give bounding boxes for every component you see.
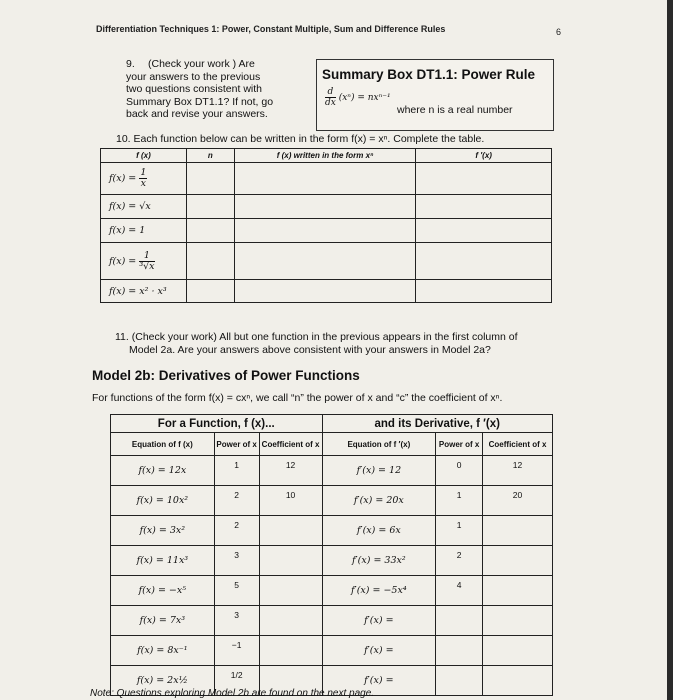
answer-cell-derivative[interactable] (416, 163, 552, 195)
column-header: Coefficient of x (483, 433, 553, 456)
derivative-equation: f′(x) = 20x (322, 486, 436, 516)
question-9-line: (Check your work ) Are (148, 58, 255, 70)
answer-cell-derivative[interactable] (416, 243, 552, 280)
table-row (111, 576, 553, 606)
question-11 (115, 331, 535, 356)
table-header-row (101, 149, 552, 163)
column-header: n (186, 149, 234, 163)
formula-denominator: dx (325, 98, 336, 108)
power-of-x: 5 (214, 576, 259, 606)
function-cell: f(x) = 1 (101, 219, 187, 243)
function-equation: f(x) = −x⁵ (111, 576, 215, 606)
band-derivative: and its Derivative, f ′(x) (322, 415, 552, 433)
answer-cell-n[interactable] (186, 280, 234, 303)
answer-cell-power-form[interactable] (234, 219, 416, 243)
formula-numerator: d (325, 87, 336, 98)
summary-box (316, 59, 554, 131)
derivative-power: 0 (436, 456, 483, 486)
answer-cell-power-form[interactable] (234, 280, 416, 303)
derivative-coefficient[interactable] (483, 516, 553, 546)
question-9-line: your answers to the previous (126, 70, 261, 83)
function-equation: f(x) = 2x½ (111, 666, 215, 696)
column-header: Equation of f (x) (111, 433, 215, 456)
question-9 (126, 58, 306, 121)
derivative-coefficient: 12 (483, 456, 553, 486)
column-header: Power of x (214, 433, 259, 456)
question-9-line: two questions consistent with (126, 83, 262, 95)
summary-box-note: where n is a real number (397, 104, 513, 116)
power-of-x: 2 (214, 486, 259, 516)
coefficient-of-x[interactable] (259, 636, 322, 666)
function-equation: f(x) = 10x² (111, 486, 215, 516)
power-of-x: 3 (214, 606, 259, 636)
derivative-coefficient: 20 (483, 486, 553, 516)
column-header: f (x) (101, 149, 187, 163)
page-edge (667, 0, 673, 700)
answer-cell-derivative[interactable] (416, 280, 552, 303)
function-cell: f(x) = √x (101, 195, 187, 219)
derivative-power: 1 (436, 516, 483, 546)
model-2b-title: Model 2b: Derivatives of Power Functions (92, 368, 360, 383)
derivative-power: 2 (436, 546, 483, 576)
table-row (101, 280, 552, 303)
power-form-table (100, 148, 552, 303)
derivative-equation: f′(x) = 6x (322, 516, 436, 546)
derivative-power: 4 (436, 576, 483, 606)
derivative-coefficient[interactable] (483, 576, 553, 606)
power-of-x: 1/2 (214, 666, 259, 696)
answer-cell-n[interactable] (186, 195, 234, 219)
answer-cell-n[interactable] (186, 243, 234, 280)
table-band-row (111, 415, 553, 433)
table-row (111, 546, 553, 576)
table-row (111, 486, 553, 516)
derivative-coefficient[interactable] (483, 636, 553, 666)
page-header: Differentiation Techniques 1: Power, Constant Multiple, Sum and Difference Rules (96, 24, 446, 34)
answer-cell-n[interactable] (186, 219, 234, 243)
answer-cell-power-form[interactable] (234, 195, 416, 219)
derivative-power[interactable] (436, 666, 483, 696)
page-number: 6 (556, 27, 562, 37)
model-2b-definition: For functions of the form f(x) = cxⁿ, we call “n” the power of x and “c” the coefficient of xⁿ. (92, 392, 503, 404)
power-of-x: −1 (214, 636, 259, 666)
table-row (101, 243, 552, 280)
table-row (111, 456, 553, 486)
coefficient-of-x: 12 (259, 456, 322, 486)
question-10: 10. Each function below can be written in the form f(x) = xⁿ. Complete the table. (116, 133, 485, 145)
formula-body: (xⁿ) = nxⁿ⁻¹ (338, 93, 391, 103)
answer-cell-derivative[interactable] (416, 219, 552, 243)
coefficient-of-x[interactable] (259, 516, 322, 546)
derivative-power[interactable] (436, 636, 483, 666)
derivative-power[interactable] (436, 606, 483, 636)
derivative-equation: f′(x) = 12 (322, 456, 436, 486)
answer-cell-derivative[interactable] (416, 195, 552, 219)
power-of-x: 1 (214, 456, 259, 486)
column-header: f ′(x) (416, 149, 552, 163)
table-row (101, 219, 552, 243)
derivative-equation: f′(x) = 33x² (322, 546, 436, 576)
summary-box-title: Summary Box DT1.1: Power Rule (322, 67, 536, 82)
coefficient-of-x[interactable] (259, 606, 322, 636)
band-function: For a Function, f (x)... (111, 415, 323, 433)
power-rule-formula (325, 87, 391, 108)
question-9-number: 9. (126, 58, 135, 70)
derivative-equation: f′(x) = (322, 606, 436, 636)
power-of-x: 3 (214, 546, 259, 576)
table-row (111, 636, 553, 666)
function-equation: f(x) = 7x³ (111, 606, 215, 636)
table-row (111, 516, 553, 546)
derivative-power: 1 (436, 486, 483, 516)
power-of-x: 2 (214, 516, 259, 546)
column-header: Coefficient of x (259, 433, 322, 456)
question-9-line: Summary Box DT1.1? If not, go (126, 95, 274, 108)
derivative-equation: f′(x) = −5x⁴ (322, 576, 436, 606)
derivative-equation: f′(x) = (322, 636, 436, 666)
derivative-coefficient[interactable] (483, 546, 553, 576)
function-equation: f(x) = 12x (111, 456, 215, 486)
derivative-coefficient[interactable] (483, 606, 553, 636)
function-equation: f(x) = 3x² (111, 516, 215, 546)
function-cell: f(x) = $\frac{1}{x}$ (101, 163, 187, 195)
coefficient-of-x[interactable] (259, 546, 322, 576)
function-cell: f(x) = x² · x³ (101, 280, 187, 303)
column-header: Power of x (436, 433, 483, 456)
answer-cell-n[interactable] (186, 163, 234, 195)
table-row (101, 195, 552, 219)
table-row (111, 606, 553, 636)
coefficient-of-x[interactable] (259, 576, 322, 606)
table-row (101, 163, 552, 195)
derivative-coefficient[interactable] (483, 666, 553, 696)
coefficient-of-x: 10 (259, 486, 322, 516)
derivative-equation: f′(x) = (322, 666, 436, 696)
footer-note: Note: Questions exploring Model 2b are found on the next page. (90, 688, 375, 699)
question-9-line: back and revise your answers. (126, 108, 268, 120)
function-equation: f(x) = 11x³ (111, 546, 215, 576)
answer-cell-power-form[interactable] (234, 163, 416, 195)
column-header: f (x) written in the form xⁿ (234, 149, 416, 163)
question-11-line: 11. (Check your work) All but one function in the previous appears in the first column of (115, 331, 518, 343)
answer-cell-power-form[interactable] (234, 243, 416, 280)
function-cell: f(x) = $\frac{1}{\text{³√x}}$ (101, 243, 187, 280)
question-11-line: Model 2a. Are your answers above consistent with your answers in Model 2a? (129, 343, 491, 356)
table-header-row (111, 433, 553, 456)
function-equation: f(x) = 8x⁻¹ (111, 636, 215, 666)
derivatives-table (110, 414, 553, 696)
column-header: Equation of f ′(x) (322, 433, 436, 456)
